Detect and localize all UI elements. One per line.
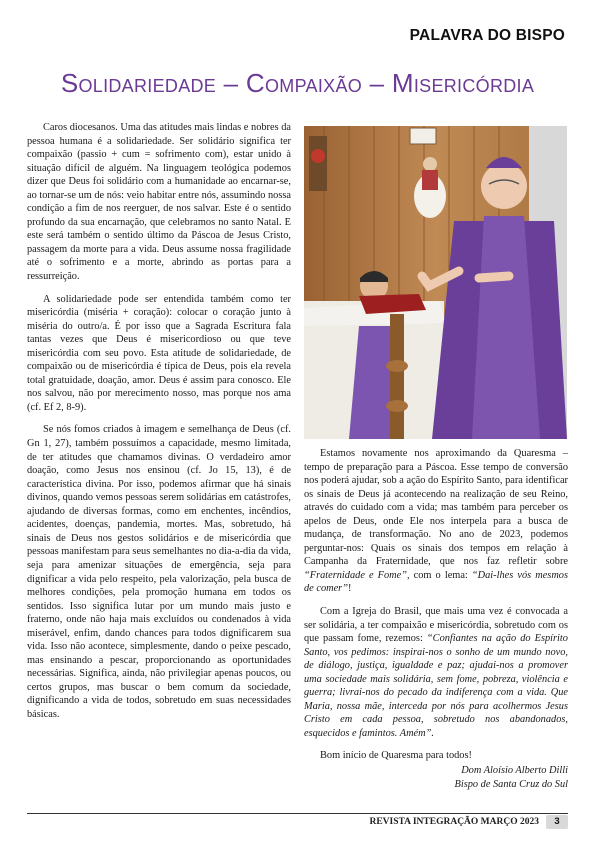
paragraph-5: Com a Igreja do Brasil, que mais uma vez é convocada a ser solidária, a ter compaixão e misericórdia, sobretudo com os que passam fome, rezemos: “Confiantes na ação do Espírito Santo, vos pedimos: inspirai-nos o sonho de um mundo novo, de diálogo, justiça, igualdade e paz; ajudai-nos a promover uma sociedade mais solidária, sem fome, pobreza, violência e guerra; livrai-nos do pecado da indiferença com a vida. Que Maria, nossa mãe, interceda por nós para acolhermos Jesus Cristo em cada pessoa, sobretudo nos abandonados, esquecidos e famintos. Amém”. xyxy=(304,606,568,739)
paragraph-1: Caros diocesanos. Uma das atitudes mais lindas e nobres da pessoa humana é a solidariedade. Ser solidário significa ter compaixão (passio + cum = sofrimento com), estar unido à situação difícil de alguém. Na linguagem teológica podemos dizer que Deus foi solidário com a humanidade ao encarnar-se, ao tornar-se um de nós: veio habitar entre nós, assumindo nossa condição a fim de nos reerguer, de nos salvar. Este é o sentido profundo da sua encarnação, que celebramos no santo Natal. E este será também o sentido último da Páscoa de Jesus Cristo, passagem da morte para a vida. Deus assume nossa fragilidade até o sofrimento e a morte, abrindo as portas para a ressurreição. xyxy=(27,122,291,283)
paragraph-3: Se nós fomos criados à imagem e semelhança de Deus (cf. Gn 1, 27), também possuímos a capacidade, mesmo limitada, de ter atitudes que chamamos divinas. O verdadeiro amor doação, como Jesus nos ensinou (cf. Jo 15, 13), é de característica divina. Por isso, podemos afirmar que há sinais divinos, quando vemos pessoas serem solidárias em catástrofes, ajudando de diversas formas, como em enchentes, incêndios, acidentes, doenças, pandemia, mortes. Mas, sobretudo, há sinais de Deus nos gestos solidários e de misericórdia que pessoas manifestam para seus semelhantes no dia-a-dia da vida, seja para amenizar situações de emergência, seja para dignificar a vida pelo respeito, pela valorização, pela busca de melhores condições, pela promoção humana em todos os sentidos. Isso significa lutar por um mundo mais justo e fraterno, onde não haja mais excluídos ou condenados à vida miserável, enfim, dando chances para todos dignificarem sua vida. Isso não acontece, simplesmente, dando o peixe pescado, mas ensinando a pescar, proporcionando as oportunidades necessárias. Significa, ainda, não privilegiar apenas poucos, ou certos grupos, mas buscar o bem comum da sociedade, dignificando a vida de todos, sobretudo em suas necessidades básicas. xyxy=(27,424,291,720)
footer-rule xyxy=(27,813,568,814)
closing-line: Bom início de Quaresma para todos! xyxy=(320,750,472,762)
signature-title: Bispo de Santa Cruz do Sul xyxy=(454,778,568,790)
signature-name: Dom Aloísio Alberto Dilli xyxy=(461,765,568,777)
paragraph-4: Estamos novamente nos aproximando da Quaresma – tempo de preparação para a Páscoa. Esse tempo de conversão nos poderá ajudar, sob a ação do Espírito Santo, para identificar os sinais de Deus já acontecendo na realização de seu Reino, através do cuidado com a vida; mas também para perceber os apelos de Deus, onde Ele nos interpela para a busca de mudança, de transformação. No ano de 2023, podemos perguntar-nos: Quais os sinais dos tempos em relação à Campanha da Fraternidade, que nos faz refletir sobre “Fraternidade e Fome”, com o lema: “Dai-lhes vós mesmos de comer”! xyxy=(304,448,568,595)
footer-publication: REVISTA INTEGRAÇÃO MARÇO 2023 xyxy=(369,817,539,827)
article-title: Solidariedade – Compaixão – Misericórdia xyxy=(60,68,535,98)
section-label: PALAVRA DO BISPO xyxy=(409,27,565,44)
paragraph-2: A solidariedade pode ser entendida também como ter misericórdia (miséria + coração): colocar o coração junto à miséria do outro/a. É por isso que a Sagrada Escritura fala tantas vezes que Deus é misericordioso ou que teve misericórdia com seu povo. Esta atitude de solidariedade, de compaixão ou de misericórdia é típica de Deus, pois ela revela total gratuidade, doação, amor. Deus é assim para conosco. Ele nos salvou, não por merecimento nosso, mas porque nos ama (cf. Ef 2, 8-9). xyxy=(27,293,291,413)
left-text-column xyxy=(27,121,291,731)
bishop-mass-photo xyxy=(304,126,567,439)
page-number: 3 xyxy=(546,815,568,829)
right-text-column xyxy=(304,447,568,791)
